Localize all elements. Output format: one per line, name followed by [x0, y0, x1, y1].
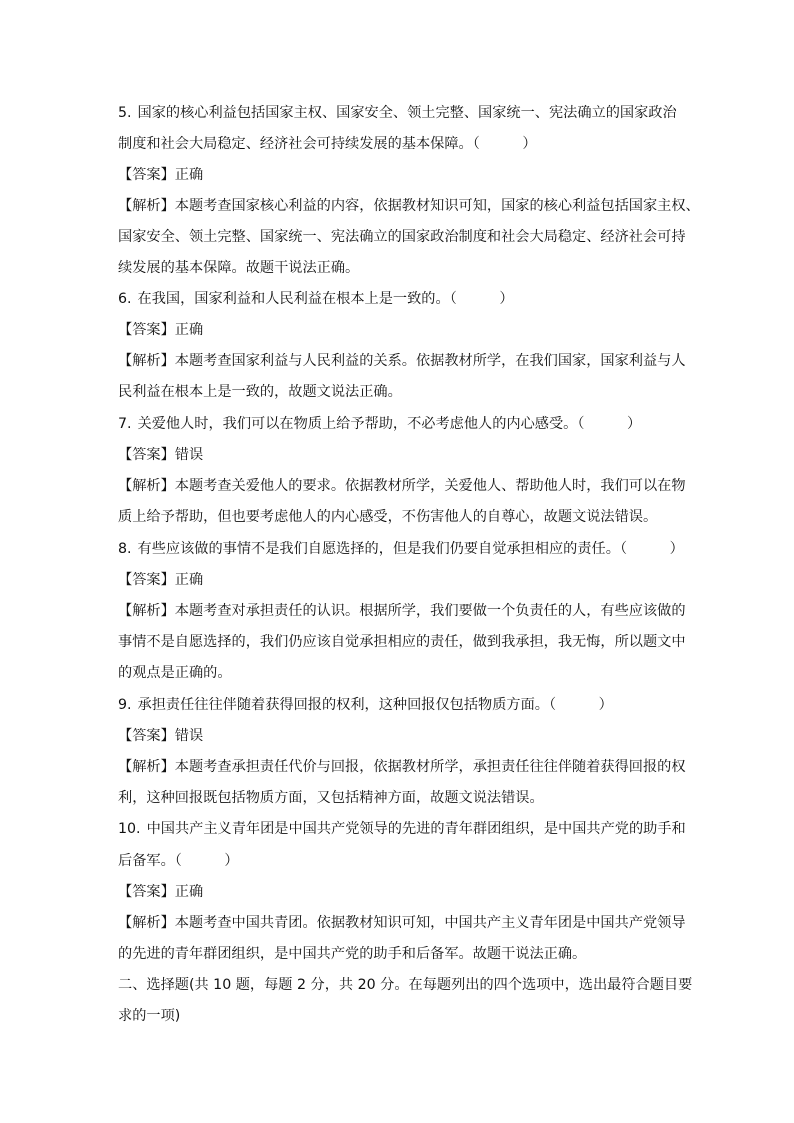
answer-value: 正确 — [174, 884, 204, 900]
question-10-text-1: 中国共产主义青年团是中国共产党领导的先进的青年群团组织，是中国共产党的助手和 — [146, 821, 686, 837]
question-8-analysis-line-3: 的观点是正确的。 — [118, 665, 232, 681]
analysis-tag: 【解析】 — [118, 603, 175, 619]
answer-value: 正确 — [174, 322, 204, 338]
question-5-answer — [118, 165, 678, 185]
question-9-text-1: 承担责任往往伴随着获得回报的权利，这种回报仅包括物质方面。 — [137, 697, 549, 713]
question-5-analysis-line-3: 续发展的基本保障。故题干说法正确。 — [118, 260, 360, 276]
answer-tag: 【答案】 — [118, 322, 175, 338]
analysis-tag: 【解析】 — [118, 478, 175, 494]
question-5-analysis-line-2: 国家安全、领土完整、国家统一、宪法确立的国家政治制度和社会大局稳定、经济社会可持 — [118, 229, 686, 245]
section-heading-line-2: 求的一项) — [118, 1008, 181, 1024]
question-7-answer — [118, 445, 678, 465]
question-8-number: 8. — [118, 541, 132, 557]
analysis-text: 本题考查中国共青团。依据教材知识可知，中国共产主义青年团是中国共产党领导 — [174, 915, 686, 931]
analysis-tag: 【解析】 — [118, 198, 175, 214]
analysis-text: 本题考查国家核心利益的内容，依据教材知识可知，国家的核心利益包括国家主权、 — [174, 198, 700, 214]
analysis-text: 本题考查承担责任代价与回报，依据教材所学，承担责任往往伴随着获得回报的权 — [174, 759, 686, 775]
question-5-line-2 — [118, 134, 678, 154]
question-10-answer-blank: （ ） — [174, 853, 239, 869]
analysis-tag: 【解析】 — [118, 759, 175, 775]
question-8-analysis-line-2: 事情不是自愿选择的，我们仍应该自觉承担相应的责任，做到我承担，我无悔，所以题文中 — [118, 634, 686, 650]
question-5-text-1: 国家的核心利益包括国家主权、国家安全、领土完整、国家统一、宪法确立的国家政治 — [137, 105, 677, 121]
question-8-answer-blank: （ ） — [619, 541, 684, 557]
question-7-answer-blank: （ ） — [577, 416, 642, 432]
question-6-analysis-line-2: 民利益在根本上是一致的，故题文说法正确。 — [118, 384, 402, 400]
question-6-number: 6. — [118, 291, 132, 307]
question-9-answer-blank: （ ） — [549, 697, 613, 713]
question-8-analysis-line-1 — [118, 601, 686, 621]
question-8-text-1: 有些应该做的事情不是我们自愿选择的，但是我们仍要自觉承担相应的责任。 — [137, 541, 620, 557]
answer-tag: 【答案】 — [118, 572, 175, 588]
question-6-answer-blank: （ ） — [449, 291, 514, 307]
answer-tag: 【答案】 — [118, 884, 175, 900]
question-7-text-1: 关爱他人时，我们可以在物质上给予帮助，不必考虑他人的内心感受。 — [137, 416, 578, 432]
question-6-answer — [118, 320, 678, 340]
question-8-line-1 — [118, 539, 684, 559]
question-9-answer — [118, 726, 678, 746]
analysis-text: 本题考查国家利益与人民利益的关系。依据教材所学，在我们国家，国家利益与人 — [174, 353, 686, 369]
question-10-text-2: 后备军。 — [118, 853, 175, 869]
answer-value: 错误 — [174, 447, 204, 463]
analysis-text: 本题考查对承担责任的认识。根据所学，我们要做一个负责任的人，有些应该做的 — [174, 603, 686, 619]
question-7-line-1 — [118, 414, 678, 434]
question-9-line-1 — [118, 695, 678, 715]
question-10-line-2 — [118, 851, 678, 871]
question-5-text-2: 制度和社会大局稳定、经济社会可持续发展的基本保障。 — [118, 136, 473, 152]
question-9-analysis-line-2: 利，这种回报既包括物质方面，又包括精神方面，故题文说法错误。 — [118, 790, 544, 806]
question-5-answer-blank: （ ） — [472, 136, 537, 152]
question-10-answer — [118, 882, 678, 902]
answer-tag: 【答案】 — [118, 447, 175, 463]
question-9-number: 9. — [118, 697, 132, 713]
question-10-line-1 — [118, 819, 686, 839]
section-heading-line-1: 二、选择题(共 10 题，每题 2 分，共 20 分。在每题列出的四个选项中，选出最符合题目要 — [118, 977, 693, 993]
answer-value: 错误 — [174, 728, 204, 744]
analysis-text: 本题考查关爱他人的要求。依据教材所学，关爱他人、帮助他人时，我们可以在物 — [174, 478, 686, 494]
question-10-number: 10. — [118, 821, 141, 837]
question-10-analysis-line-1 — [118, 913, 686, 933]
question-8-answer — [118, 570, 678, 590]
question-6-line-1 — [118, 289, 678, 309]
answer-tag: 【答案】 — [118, 728, 175, 744]
answer-value: 正确 — [174, 572, 204, 588]
question-6-text-1: 在我国，国家利益和人民利益在根本上是一致的。 — [137, 291, 450, 307]
question-5-analysis-line-1 — [118, 196, 700, 216]
question-7-analysis-line-2: 质上给予帮助，但也要考虑他人的内心感受，不伤害他人的自尊心，故题文说法错误。 — [118, 509, 658, 525]
question-10-analysis-line-2: 的先进的青年群团组织，是中国共产党的助手和后备军。故题干说法正确。 — [118, 946, 587, 962]
question-7-number: 7. — [118, 416, 132, 432]
question-5-line-1 — [118, 103, 678, 123]
answer-tag: 【答案】 — [118, 167, 175, 183]
question-9-analysis-line-1 — [118, 757, 686, 777]
analysis-tag: 【解析】 — [118, 353, 175, 369]
question-7-analysis-line-1 — [118, 476, 686, 496]
question-6-analysis-line-1 — [118, 351, 686, 371]
analysis-tag: 【解析】 — [118, 915, 175, 931]
question-5-number: 5. — [118, 105, 132, 121]
answer-value: 正确 — [174, 167, 204, 183]
